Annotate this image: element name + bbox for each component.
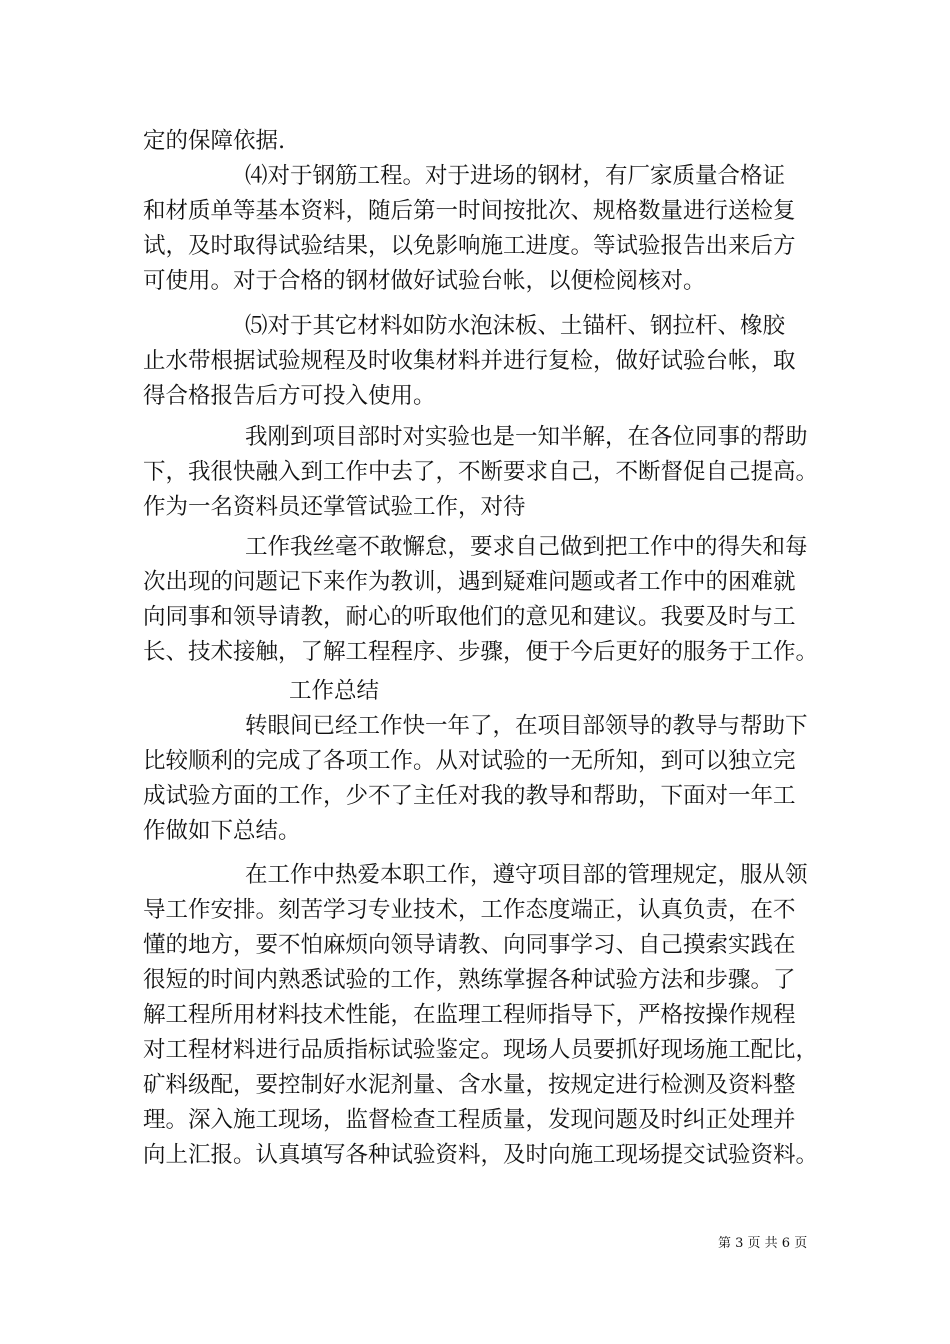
text-line: 成试验方面的工作，少不了主任对我的教导和帮助，下面对一年工 [143,783,796,809]
text-line: 向上汇报。认真填写各种试验资料，及时向施工现场提交试验资料。 [143,1142,819,1168]
text-line: 懂的地方，要不怕麻烦向领导请教、向同事学习、自己摸索实践在 [143,932,796,958]
text-line: ⑸对于其它材料如防水泡沫板、土锚杆、钢拉杆、橡胶 [245,313,786,339]
text-line: 解工程所用材料技术性能，在监理工程师指导下，严格按操作规程 [143,1002,796,1028]
text-line: 比较顺利的完成了各项工作。从对试验的一无所知，到可以独立完 [143,748,796,774]
text-line: 向同事和领导请教，耐心的听取他们的意见和建议。我要及时与工 [143,604,796,630]
page-number-footer: 第 3 页 共 6 页 [718,1236,808,1251]
text-line: 我刚到项目部时对实验也是一知半解，在各位同事的帮助 [245,424,808,450]
text-line: 止水带根据试验规程及时收集材料并进行复检，做好试验台帐，取 [143,348,796,374]
text-line: 对工程材料进行品质指标试验鉴定。现场人员要抓好现场施工配比， [143,1037,819,1063]
text-line: 得合格报告后方可投入使用。 [143,383,436,409]
text-line: 很短的时间内熟悉试验的工作，熟练掌握各种试验方法和步骤。了 [143,967,796,993]
text-line: 和材质单等基本资料，随后第一时间按批次、规格数量进行送检复 [143,198,796,224]
text-line: 转眼间已经工作快一年了，在项目部领导的教导与帮助下 [245,713,808,739]
text-line: 理。深入施工现场，监督检查工程质量，发现问题及时纠正处理并 [143,1107,796,1133]
text-line: 次出现的问题记下来作为教训，遇到疑难问题或者工作中的困难就 [143,569,796,595]
text-line: 下，我很快融入到工作中去了，不断要求自己，不断督促自己提高。 [143,459,819,485]
text-line: 在工作中热爱本职工作，遵守项目部的管理规定，服从领 [245,862,808,888]
text-line: 可使用。对于合格的钢材做好试验台帐，以便检阅核对。 [143,268,706,294]
text-line: ⑷对于钢筋工程。对于进场的钢材，有厂家质量合格证 [245,163,786,189]
text-line: 作为一名资料员还掌管试验工作，对待 [143,494,526,520]
text-line: 长、技术接触，了解工程程序、步骤，便于今后更好的服务于工作。 [143,639,819,665]
section-heading: 工作总结 [289,678,380,704]
text-line: 工作我丝毫不敢懈怠，要求自己做到把工作中的得失和每 [245,534,808,560]
text-line: 矿料级配，要控制好水泥剂量、含水量，按规定进行检测及资料整 [143,1072,796,1098]
text-line: 定的保障依据. [143,128,286,154]
text-line: 导工作安排。刻苦学习专业技术，工作态度端正，认真负责，在不 [143,897,796,923]
text-line: 作做如下总结。 [143,818,301,844]
text-line: 试，及时取得试验结果，以免影响施工进度。等试验报告出来后方 [143,233,796,259]
